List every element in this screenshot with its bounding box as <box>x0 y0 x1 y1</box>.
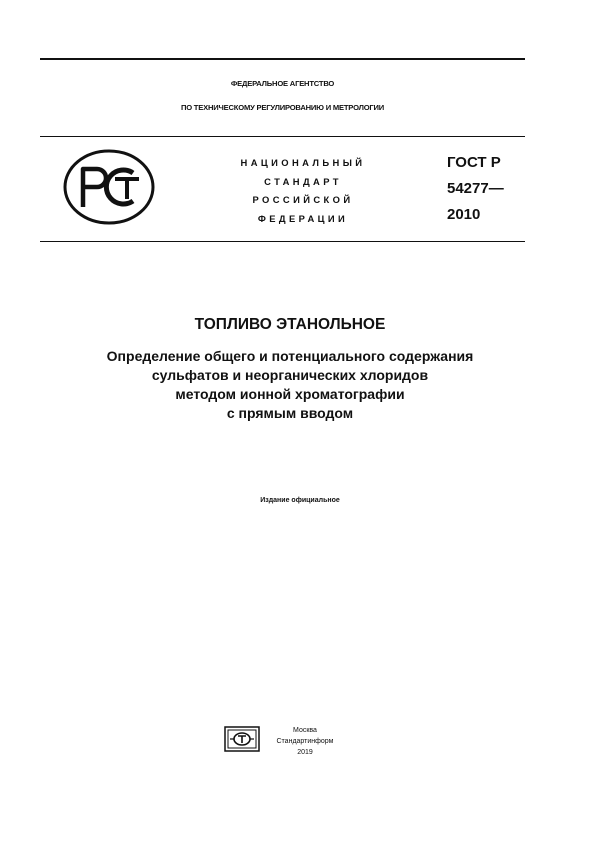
national-standard-line: НАЦИОНАЛЬНЫЙ <box>240 157 366 168</box>
header-divider <box>40 136 525 137</box>
agency-line-2: ПО ТЕХНИЧЕСКОМУ РЕГУЛИРОВАНИЮ И МЕТРОЛОГИИ <box>180 103 385 112</box>
national-standard-block <box>222 154 384 228</box>
publisher-block <box>264 725 346 758</box>
subtitle-line: сульфатов и неорганических хлоридов <box>151 367 429 383</box>
top-rule <box>40 58 525 60</box>
standartinform-logo-icon <box>224 726 260 752</box>
publisher-name: Стандартинформ <box>276 738 334 745</box>
national-standard-line: ФЕДЕРАЦИИ <box>257 212 349 224</box>
gost-prefix: ГОСТ Р <box>447 154 501 171</box>
agency-line-1: ФЕДЕРАЛЬНОЕ АГЕНТСТВО <box>230 79 335 88</box>
gost-year: 2010 <box>447 206 481 223</box>
subtitle-line: методом ионной хроматографии <box>175 386 405 402</box>
publisher-year: 2019 <box>297 749 313 756</box>
header-bottom-rule <box>40 241 525 242</box>
edition-note: Издание официальное <box>260 497 340 504</box>
document-title: ТОПЛИВО ЭТАНОЛЬНОЕ <box>194 316 386 333</box>
gost-code: 54277— <box>447 180 504 197</box>
publisher-city: Москва <box>293 727 317 734</box>
subtitle-line: Определение общего и потенциального содержания <box>106 348 474 364</box>
gost-number <box>447 150 504 228</box>
subtitle-line: с прямым вводом <box>226 405 354 421</box>
national-standard-line: РОССИЙСКОЙ <box>252 194 354 205</box>
national-standard-line: СТАНДАРТ <box>264 175 342 187</box>
rst-certification-mark-icon <box>63 149 155 225</box>
document-subtitle <box>40 347 540 423</box>
